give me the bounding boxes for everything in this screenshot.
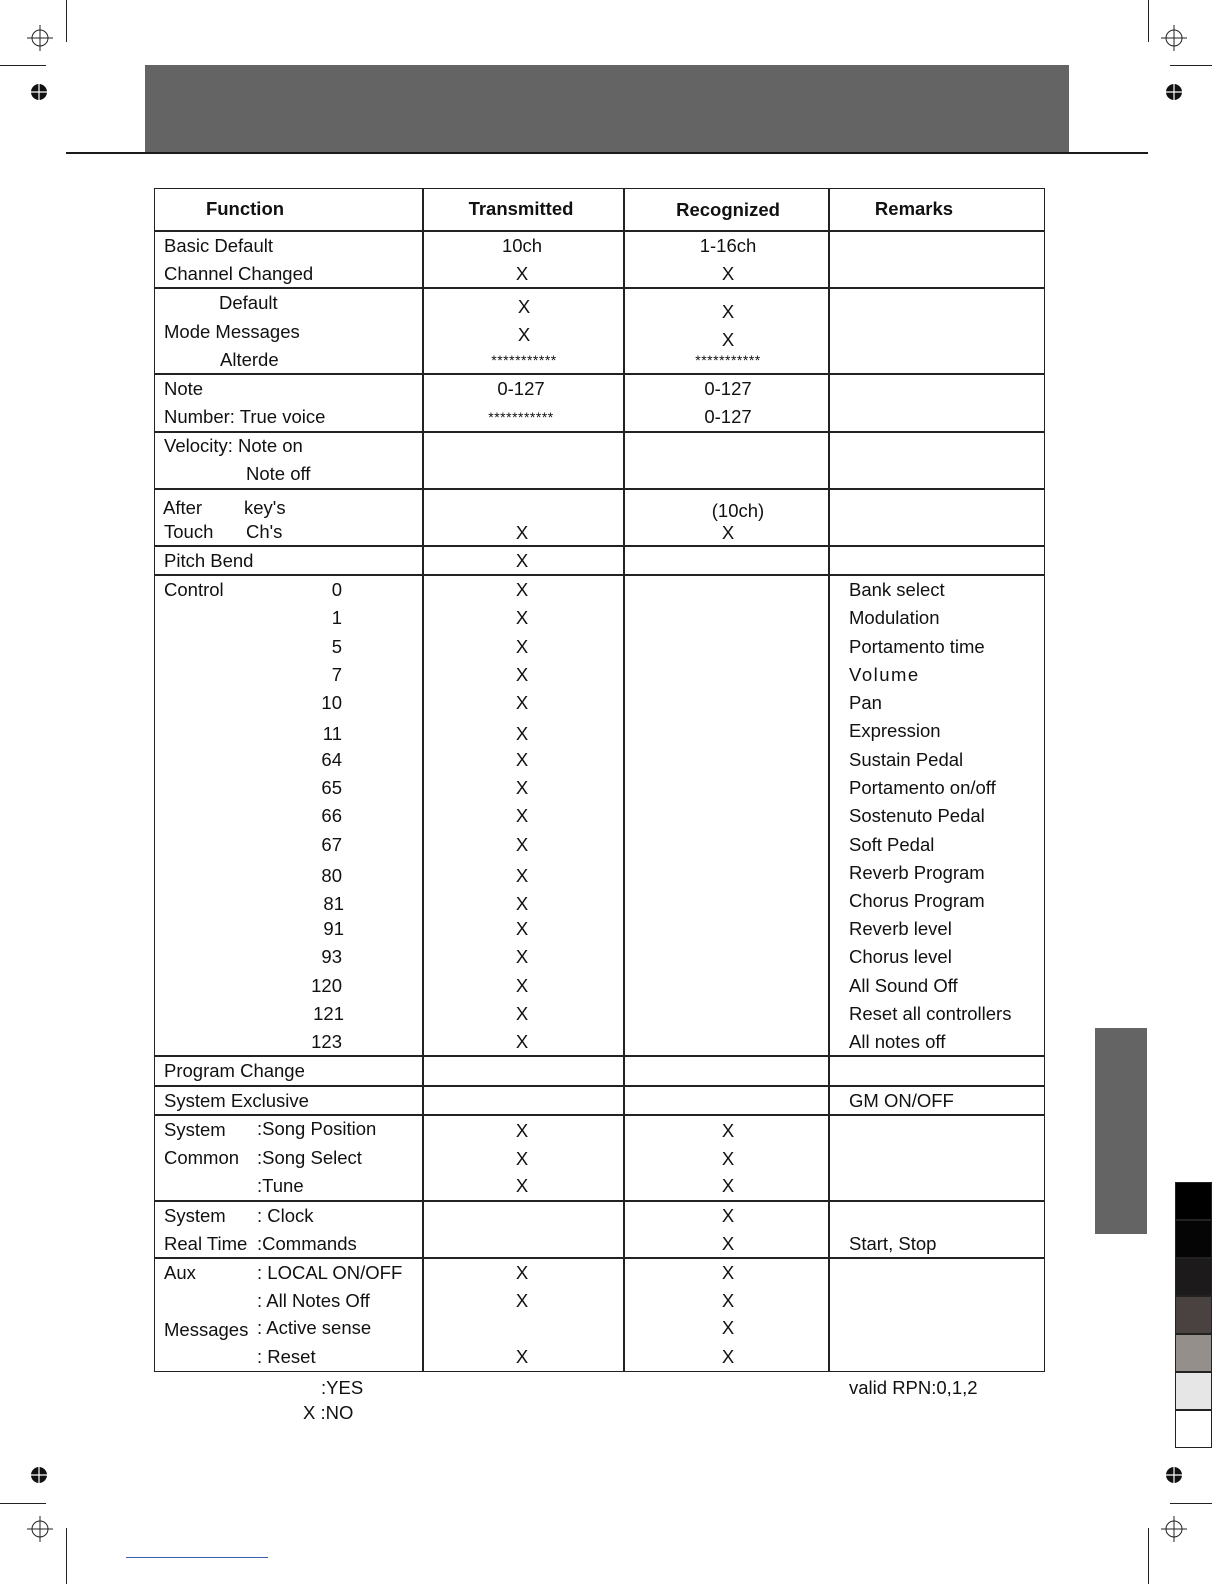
note-rx: 0-127 [704, 378, 752, 399]
control-remark: Reverb Program [849, 862, 985, 883]
system-exclusive-remark: GM ON/OFF [849, 1090, 954, 1111]
color-swatch [1175, 1220, 1212, 1258]
row-divider [154, 431, 1045, 433]
program-change-label: Program Change [164, 1060, 305, 1081]
control-tx: X [515, 777, 529, 798]
clock-rx: X [721, 1205, 735, 1226]
control-number: 64 [321, 749, 342, 770]
control-remark: Bank select [849, 579, 945, 600]
after-touch-chs-tx: X [515, 522, 529, 543]
control-tx: X [515, 834, 529, 855]
target-dot-icon [30, 83, 48, 101]
target-dot-icon [30, 1466, 48, 1484]
control-number: 80 [321, 865, 342, 886]
control-number: 121 [313, 1003, 344, 1024]
basic-default-rx: 1-16ch [699, 235, 757, 256]
crop-mark [1148, 0, 1149, 42]
note-true-voice-rx: 0-127 [704, 406, 752, 427]
control-tx: X [515, 1003, 529, 1024]
side-tab [1095, 1028, 1147, 1234]
legend-yes: :YES [321, 1377, 364, 1398]
all-notes-off-label: : All Notes Off [257, 1290, 370, 1311]
control-tx: X [515, 975, 529, 996]
after-touch-label-b: Touch [164, 521, 214, 542]
target-dot-icon [1165, 83, 1183, 101]
color-swatch [1175, 1258, 1212, 1296]
control-remark: Chorus level [849, 946, 952, 967]
control-tx: X [515, 749, 529, 770]
mode-default-tx: X [517, 296, 531, 317]
column-divider [623, 188, 625, 1372]
mode-altered-rx: *********** [695, 352, 761, 368]
control-remark: Chorus Program [849, 890, 985, 911]
control-tx: X [515, 805, 529, 826]
registration-mark-icon [1161, 25, 1187, 51]
after-touch-label-a: After [163, 497, 203, 518]
velocity-on-label: Velocity: Note on [164, 435, 303, 456]
note-true-voice-tx: *********** [488, 409, 554, 425]
messages-label: Messages [164, 1319, 249, 1340]
header-recognized: Recognized [676, 199, 780, 220]
mode-messages-tx: X [517, 324, 531, 345]
reset-rx: X [721, 1346, 735, 1367]
channel-changed-label: Channel Changed [164, 263, 314, 284]
song-select-label: :Song Select [257, 1147, 362, 1168]
control-number: 123 [311, 1031, 342, 1052]
system-common-label-a: System [164, 1119, 226, 1140]
song-select-tx: X [515, 1148, 529, 1169]
control-number: 0 [331, 579, 342, 600]
note-tx: 0-127 [497, 378, 545, 399]
after-touch-chs-rx: X [721, 522, 735, 543]
crop-mark [0, 65, 46, 66]
basic-default-label: Basic Default [164, 235, 273, 256]
reset-label: : Reset [257, 1346, 316, 1367]
control-number: 91 [323, 918, 344, 939]
mode-altered-tx: *********** [491, 352, 557, 368]
color-swatch [1175, 1182, 1212, 1220]
crop-mark [1148, 1528, 1149, 1584]
row-divider [154, 1200, 1045, 1202]
row-divider [154, 574, 1045, 576]
control-remark: All notes off [849, 1031, 946, 1052]
control-tx: X [515, 664, 529, 685]
system-exclusive-label: System Exclusive [164, 1090, 309, 1111]
legend-no: X :NO [303, 1402, 354, 1423]
control-tx: X [515, 893, 529, 914]
target-dot-icon [1165, 1466, 1183, 1484]
row-divider [154, 1085, 1045, 1087]
note-label: Note [164, 378, 204, 399]
system-realtime-label-a: System [164, 1205, 226, 1226]
crop-mark [66, 1528, 67, 1584]
row-divider [154, 1055, 1045, 1057]
control-number: 93 [321, 946, 342, 967]
control-remark: Soft Pedal [849, 834, 935, 855]
tune-rx: X [721, 1175, 735, 1196]
row-divider [154, 1257, 1045, 1259]
song-position-label: :Song Position [257, 1118, 377, 1139]
channel-changed-rx: X [721, 263, 735, 284]
control-number: 7 [331, 664, 342, 685]
control-tx: X [515, 723, 529, 744]
crop-mark [1170, 65, 1212, 66]
tune-tx: X [515, 1175, 529, 1196]
registration-mark-icon [27, 1516, 53, 1542]
control-tx: X [515, 946, 529, 967]
footer-rule [126, 1557, 268, 1558]
system-realtime-label-b: Real Time [164, 1233, 248, 1254]
control-tx: X [515, 865, 529, 886]
control-tx: X [515, 692, 529, 713]
control-remark: Portamento on/off [849, 777, 996, 798]
valid-rpn-note: valid RPN:0,1,2 [849, 1377, 978, 1398]
registration-mark-icon [1161, 1516, 1187, 1542]
commands-remark: Start, Stop [849, 1233, 937, 1254]
after-touch-chs-label: Ch's [246, 521, 283, 542]
control-tx: X [515, 636, 529, 657]
control-number: 120 [311, 975, 342, 996]
header-transmitted: Transmitted [468, 198, 574, 219]
registration-mark-icon [27, 25, 53, 51]
color-swatch [1175, 1410, 1212, 1448]
local-on-off-tx: X [515, 1262, 529, 1283]
header-remarks: Remarks [874, 198, 954, 219]
basic-default-tx: 10ch [501, 235, 543, 256]
local-on-off-label: : LOCAL ON/OFF [257, 1262, 403, 1283]
mode-messages-rx: X [721, 329, 735, 350]
control-tx: X [515, 579, 529, 600]
control-number: 67 [321, 834, 342, 855]
control-number: 65 [321, 777, 342, 798]
header-band [145, 65, 1069, 153]
header-rule [66, 152, 1148, 154]
reset-tx: X [515, 1346, 529, 1367]
after-touch-keys-label: key's [244, 497, 286, 518]
control-tx: X [515, 607, 529, 628]
crop-mark [66, 0, 67, 42]
row-divider [154, 287, 1045, 289]
header-function: Function [205, 198, 285, 219]
mode-default-rx: X [721, 301, 735, 322]
control-remark: Pan [849, 692, 882, 713]
crop-mark [1170, 1503, 1212, 1504]
system-common-label-b: Common [164, 1147, 240, 1168]
control-number: 1 [331, 607, 342, 628]
pitch-bend-label: Pitch Bend [164, 550, 254, 571]
control-remark: All Sound Off [849, 975, 958, 996]
velocity-off-label: Note off [246, 463, 311, 484]
column-divider [422, 188, 424, 1372]
color-swatch [1175, 1372, 1212, 1410]
control-label: Control [164, 579, 224, 600]
mode-messages-label: Mode Messages [164, 321, 300, 342]
control-remark: Modulation [849, 607, 940, 628]
row-divider [154, 373, 1045, 375]
local-on-off-rx: X [721, 1262, 735, 1283]
control-remark: Volume [849, 664, 920, 685]
crop-mark [0, 1503, 46, 1504]
control-remark: Sustain Pedal [849, 749, 964, 770]
mode-default-label: Default [219, 292, 278, 313]
control-tx: X [515, 918, 529, 939]
control-number: 5 [331, 636, 342, 657]
song-position-tx: X [515, 1120, 529, 1141]
control-number: 10 [321, 692, 342, 713]
color-swatch [1175, 1334, 1212, 1372]
channel-changed-tx: X [515, 263, 529, 284]
note-true-voice-label: Number: True voice [164, 406, 326, 427]
control-remark: Expression [849, 720, 941, 741]
row-divider [154, 488, 1045, 490]
row-divider [154, 1114, 1045, 1116]
row-divider [154, 545, 1045, 547]
commands-label: :Commands [257, 1233, 357, 1254]
active-sense-label: : Active sense [257, 1317, 372, 1338]
all-notes-off-rx: X [721, 1290, 735, 1311]
row-divider [154, 230, 1045, 232]
song-select-rx: X [721, 1148, 735, 1169]
control-tx: X [515, 1031, 529, 1052]
control-remark: Reverb level [849, 918, 952, 939]
clock-label: : Clock [257, 1205, 314, 1226]
column-divider [828, 188, 830, 1372]
color-swatch [1175, 1296, 1212, 1334]
pitch-bend-tx: X [515, 550, 529, 571]
tune-label: :Tune [257, 1175, 304, 1196]
control-number: 66 [321, 805, 342, 826]
control-number: 11 [322, 723, 342, 744]
control-remark: Sostenuto Pedal [849, 805, 985, 826]
commands-rx: X [721, 1233, 735, 1254]
aux-label: Aux [164, 1262, 196, 1283]
after-touch-keys-rx: (10ch) [711, 500, 765, 521]
control-remark: Portamento time [849, 636, 985, 657]
song-position-rx: X [721, 1120, 735, 1141]
all-notes-off-tx: X [515, 1290, 529, 1311]
mode-altered-label: Alterde [220, 349, 279, 370]
control-remark: Reset all controllers [849, 1003, 1012, 1024]
active-sense-rx: X [721, 1317, 735, 1338]
control-number: 81 [323, 893, 344, 914]
